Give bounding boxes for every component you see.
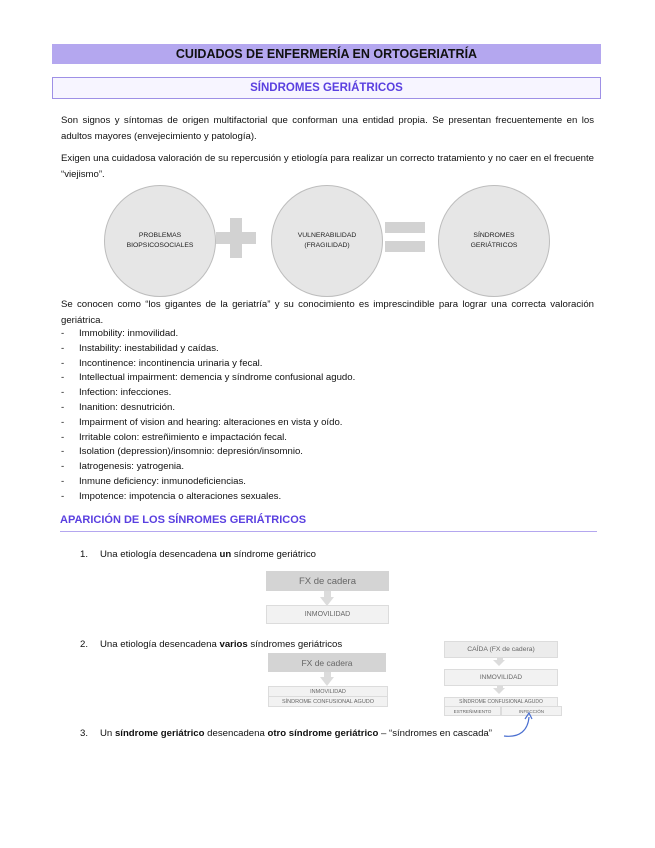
list-item: - Inmune deficiency: inmunodeficiencias. xyxy=(61,475,246,487)
list-item: - Intellectual impairment: demencia y síndrome confusional agudo. xyxy=(61,372,356,384)
diagram2-confusional-box: SÍNDROME CONFUSIONAL AGUDO xyxy=(268,696,388,707)
section-heading: APARICIÓN DE LOS SÍNROMES GERIÁTRICOS xyxy=(60,514,307,526)
list-item: - Inanition: desnutrición. xyxy=(61,401,175,413)
circle-geriatric-syndromes-label: SÍNDROMES GERIÁTRICOS xyxy=(470,232,518,249)
intro-paragraph-2: Exigen una cuidadosa valoración de su repercusión y etiología para realizar un correcto tratamiento y no caer en el frecuente “viejismo”. xyxy=(61,153,594,180)
diagram3-caida-box: CAÍDA (FX de cadera) xyxy=(444,641,558,658)
diagram1-fx-box: FX de cadera xyxy=(266,571,389,591)
circle-biopsychosocial xyxy=(104,185,216,297)
step-2: 2. Una etiología desencadena varios síndromes geriátricos xyxy=(80,639,343,650)
diagram3-inmovilidad-box: INMOVILIDAD xyxy=(444,669,558,686)
step-3: 3. Un síndrome geriátrico desencadena otro síndrome geriátrico – “síndromes en cascada” xyxy=(80,728,492,739)
diagram2-inmovilidad-box: INMOVILIDAD xyxy=(268,686,388,697)
list-item: - Isolation (depression)/insomnio: depresión/insomnio. xyxy=(61,446,303,458)
diagram3-estrenimiento-box: ESTREÑIMIENTO xyxy=(444,706,501,716)
giants-list xyxy=(61,327,355,505)
step-1: 1. Una etiología desencadena un síndrome geriátrico xyxy=(80,549,316,560)
diagram3-infeccion-box: INFECCIÓN xyxy=(501,706,562,716)
list-item: - Immobility: inmovilidad. xyxy=(61,328,179,339)
list-item: - Iatrogenesis: yatrogenia. xyxy=(61,461,185,473)
list-item: - Instability: inestabilidad y caídas. xyxy=(61,342,219,354)
circle-vulnerability-label: VULNERABILIDAD (FRAGILIDAD) xyxy=(297,232,357,249)
list-item: - Impotence: impotencia o alteraciones sexuales. xyxy=(61,490,282,502)
diagram3-confusional-box: SÍNDROME CONFUSIONAL AGUDO xyxy=(444,697,558,707)
intro-paragraph-1: Son signos y síntomas de origen multifactorial que conforman una entidad propia. Se presentan frecuentemente en los adultos mayores (envejecimiento y patología). xyxy=(61,115,594,142)
document-title: CUIDADOS DE ENFERMERÍA EN ORTOGERIATRÍA xyxy=(52,44,601,64)
list-item: - Infection: infecciones. xyxy=(61,387,172,399)
circle-geriatric-syndromes xyxy=(438,185,550,297)
diagram2-fx-box: FX de cadera xyxy=(268,653,386,672)
list-item: - Impairment of vision and hearing: alteraciones en vista y oído. xyxy=(61,416,343,428)
circle-biopsychosocial-label: PROBLEMAS BIOPSICOSOCIALES xyxy=(126,232,194,249)
list-item: - Incontinence: incontinencia urinaria y fecal. xyxy=(61,357,263,369)
section-subtitle: SÍNDROMES GERIÁTRICOS xyxy=(52,77,601,99)
circle-vulnerability xyxy=(271,185,383,297)
section-divider xyxy=(60,531,597,532)
giants-intro: Se conocen como “los gigantes de la geriatría” y su conocimiento es imprescindible para lograr una correcta valoración geriátrica. xyxy=(61,299,594,326)
list-item: - Irritable colon: estreñimiento e impactación fecal. xyxy=(61,431,287,443)
cascade-arrow-icon xyxy=(500,708,540,742)
diagram1-inmovilidad-box: INMOVILIDAD xyxy=(266,605,389,624)
